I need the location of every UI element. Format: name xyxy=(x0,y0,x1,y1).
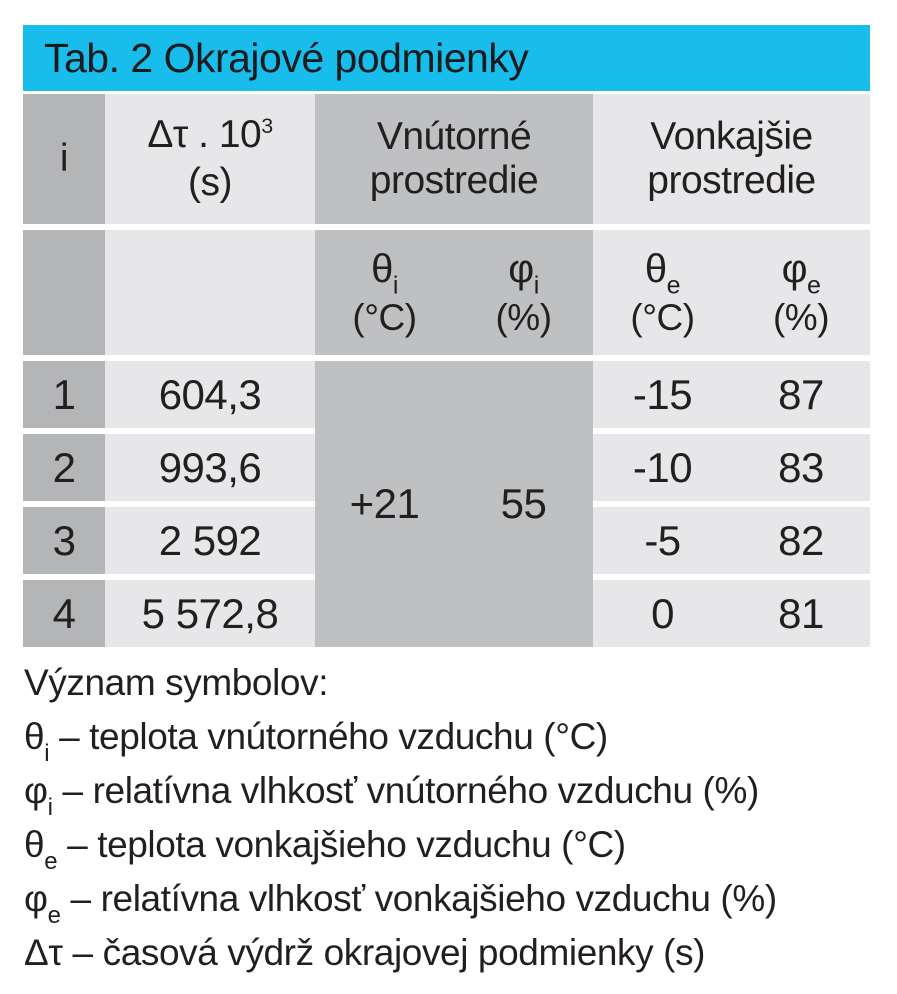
header-inner-environment: Vnútorné prostredie xyxy=(315,94,593,224)
legend-item-phi-e: $\varphi_e$ – relatívna vlhkosť vonkajšieho vzduchu (%) xyxy=(24,878,777,929)
dtau-value-cell: 993,6 xyxy=(105,434,315,501)
row-index-cell: 3 xyxy=(23,507,105,574)
subheader-theta-i: $\theta_i$ (°C) xyxy=(315,230,454,355)
theta-e-value-cell: 0 xyxy=(593,580,732,647)
legend-item-delta-tau: Δτ – časová výdrž okrajovej podmienky (s) xyxy=(24,932,706,973)
phi-e-value-cell: 82 xyxy=(732,507,870,574)
theta-e-value-cell: -15 xyxy=(593,361,732,428)
dtau-exponent: 3 xyxy=(261,114,273,139)
header-outer-environment: Vonkajšie prostredie xyxy=(593,94,870,224)
row-index-cell: 4 xyxy=(23,580,105,647)
phi-e-value-cell: 87 xyxy=(732,361,870,428)
dtau-value-cell: 5 572,8 xyxy=(105,580,315,647)
header-dtau xyxy=(105,94,315,224)
theta-e-value-cell: -10 xyxy=(593,434,732,501)
row-index-cell: 2 xyxy=(23,434,105,501)
header-i: i xyxy=(23,94,105,224)
inner-environment-span-cell xyxy=(315,361,593,647)
header-dtau-line1: Δτ . $10^3$ xyxy=(147,113,273,157)
legend-item-theta-i: $\theta_i$ – teplota vnútorného vzduchu (°C) xyxy=(24,716,608,767)
legend-item-theta-e: $\theta_e$ – teplota vonkajšieho vzduchu (°C) xyxy=(24,824,626,875)
subheader-theta-e: $\theta_e$ (°C) xyxy=(593,230,732,355)
boundary-conditions-table xyxy=(23,94,870,647)
theta-e-value-cell: -5 xyxy=(593,507,732,574)
subheader-phi-i: $\varphi_i$ (%) xyxy=(454,230,593,355)
dtau-value-cell: 2 592 xyxy=(105,507,315,574)
header-dtau-unit: (s) xyxy=(188,161,232,204)
inner-theta-value: +21 xyxy=(349,480,420,527)
subheader-spacer-dtau xyxy=(105,230,315,355)
inner-phi-value: 55 xyxy=(500,480,547,527)
symbol-legend xyxy=(24,656,884,980)
legend-item-phi-i: $\varphi_i$ – relatívna vlhkosť vnútorného vzduchu (%) xyxy=(24,770,759,821)
row-index-cell: 1 xyxy=(23,361,105,428)
legend-heading: Význam symbolov: xyxy=(24,662,329,703)
table-title-bar xyxy=(23,25,870,91)
phi-e-value-cell: 83 xyxy=(732,434,870,501)
dtau-value-cell: 604,3 xyxy=(105,361,315,428)
subheader-phi-e: $\varphi_e$ (%) xyxy=(732,230,870,355)
phi-e-value-cell: 81 xyxy=(732,580,870,647)
table-title: Tab. 2 Okrajové podmienky xyxy=(44,34,529,81)
subheader-spacer-i xyxy=(23,230,105,355)
